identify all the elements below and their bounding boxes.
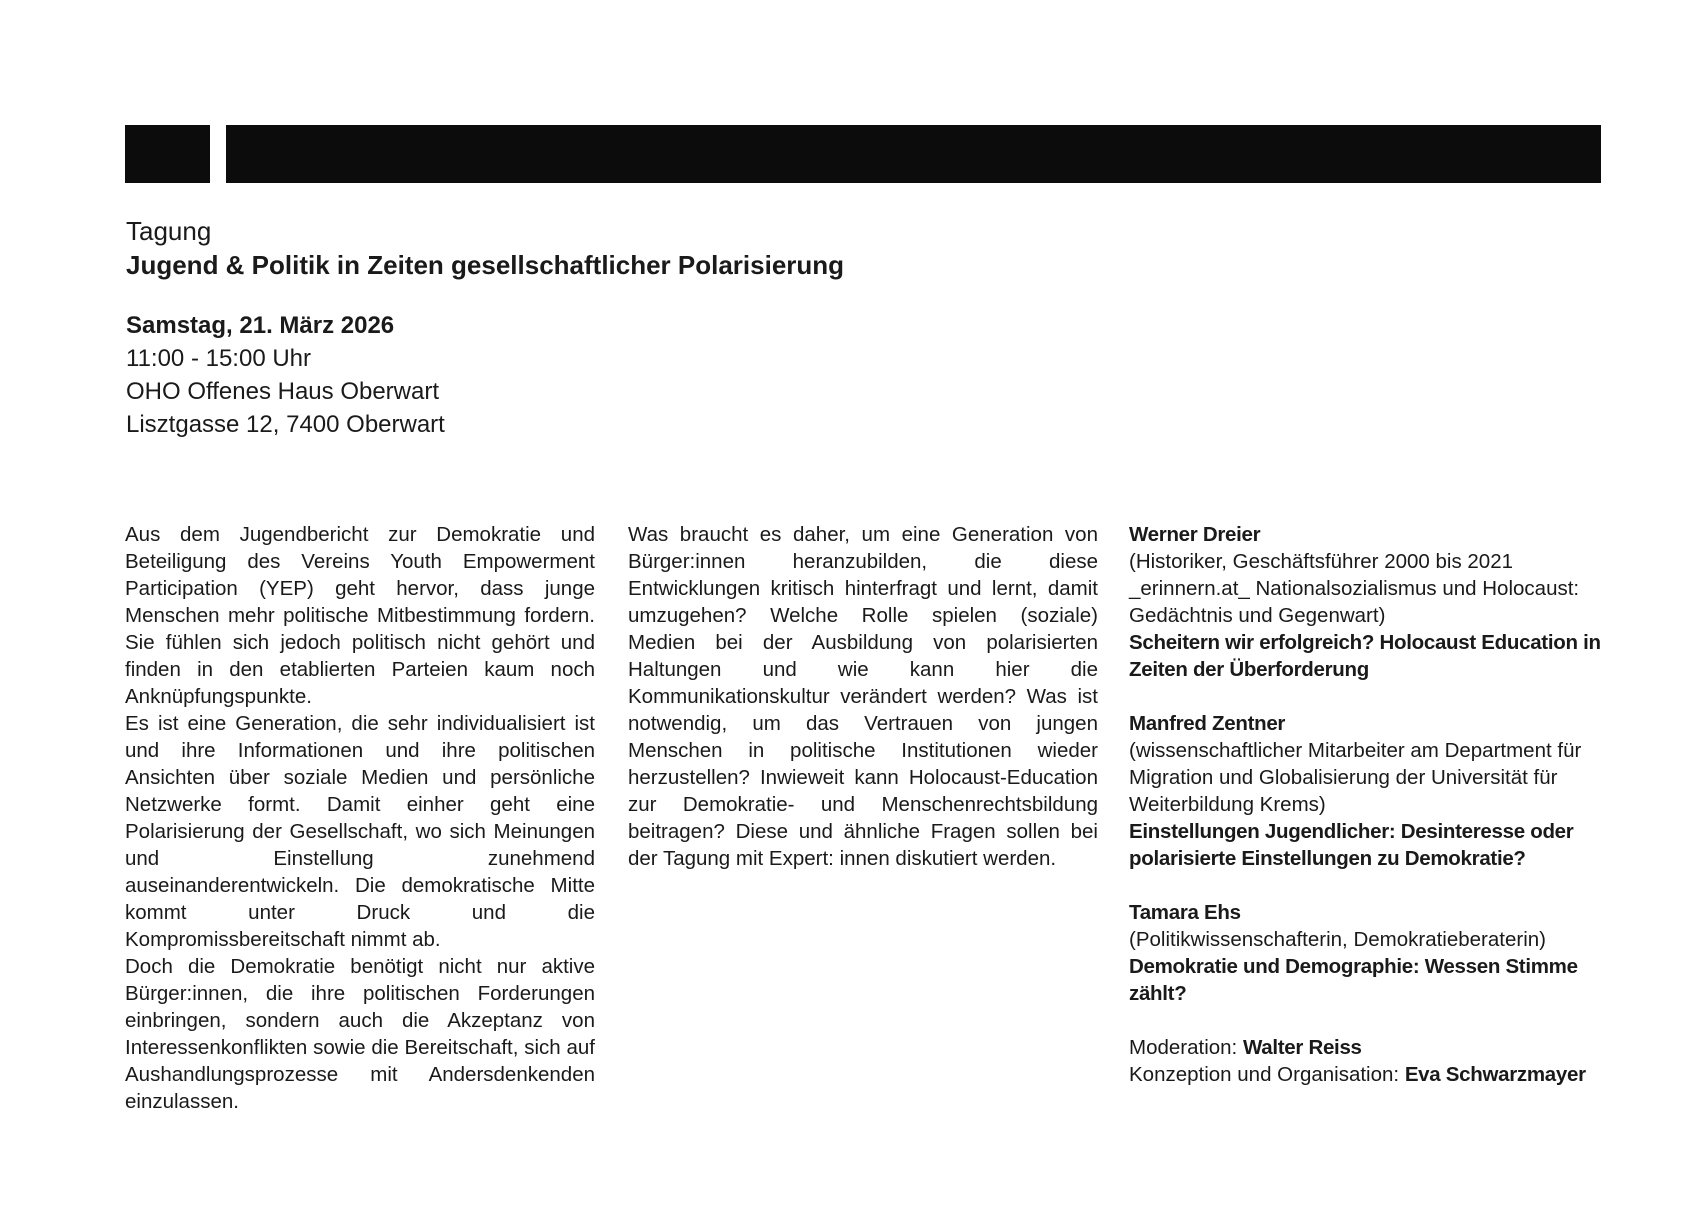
concept-name: Eva Schwarzmayer [1404,1063,1586,1086]
moderation-name: Walter Reiss [1242,1036,1362,1059]
speaker-name: Werner Dreier [1129,523,1261,546]
document-header [126,214,1326,282]
body-paragraph: Aus dem Jugendbericht zur Demokratie und Beteiligung des Vereins Youth Empowerment Participation (YEP) geht hervor, dass junge Menschen mehr politische Mitbestimmung fordern. Sie fühlen sich jedoch politisch nicht gehört und finden in den etablierten Parteien kaum noch Anknüpfungspunkte. [125,523,595,708]
body-paragraph: Doch die Demokratie benötigt nicht nur aktive Bürger:innen, die ihre politischen Forderungen einbringen, sondern auch die Akzeptanz von Interessenkonflikten sowie die Bereitschaft, sich auf Aushandlungsprozesse mit Andersdenkenden einzulassen. [125,955,595,1113]
credits [1129,1034,1609,1088]
event-title: Jugend & Politik in Zeiten gesellschaftlicher Polarisierung [126,250,845,280]
event-date: Samstag, 21. März 2026 [126,312,395,339]
body-paragraph: Es ist eine Generation, die sehr individualisiert ist und ihre Informationen und ihre politischen Ansichten über soziale Medien und persönliche Netzwerke formt. Damit einher geht eine Polarisierung der Gesellschaft, wo sich Meinungen und Einstellung zunehmend auseinanderentwickeln. Die demokratische Mitte kommt unter Druck und die Kompromissbereitschaft nimmt ab. [125,712,595,951]
event-kicker: Tagung [126,216,212,246]
speaker-entry [1129,710,1609,872]
event-time: 11:00 - 15:00 Uhr [126,345,312,372]
speaker-name: Tamara Ehs [1129,901,1241,924]
event-address: Lisztgasse 12, 7400 Oberwart [126,411,445,438]
event-venue: OHO Offenes Haus Oberwart [126,378,440,405]
speaker-entry [1129,899,1609,1007]
talk-title: Scheitern wir erfolgreich? Holocaust Education in Zeiten der Überforderung [1129,631,1601,681]
speaker-affiliation: (Politikwissenschafterin, Demokratieberaterin) [1129,928,1546,951]
body-column-2 [628,521,1098,872]
moderation-label: Moderation: [1129,1036,1238,1059]
event-details [126,309,826,441]
speaker-affiliation: (Historiker, Geschäftsführer 2000 bis 2021 _erinnern.at_ Nationalsozialismus und Holocaust: Gedächtnis und Gegenwart) [1129,550,1580,627]
moderation-line [1129,1034,1609,1061]
body-column-1 [125,521,595,1115]
speaker-entry [1129,521,1609,683]
talk-title: Einstellungen Jugendlicher: Desinteresse oder polarisierte Einstellungen zu Demokratie? [1129,820,1574,870]
program-column [1129,521,1609,1088]
concept-line [1129,1061,1609,1088]
concept-label: Konzeption und Organisation: [1129,1063,1400,1086]
speaker-affiliation: (wissenschaftlicher Mitarbeiter am Department für Migration und Globalisierung der Universität für Weiterbildung Krems) [1129,739,1582,816]
header-bar-small [125,125,210,183]
header-bar-large [226,125,1601,183]
talk-title: Demokratie und Demographie: Wessen Stimme zählt? [1129,955,1578,1005]
speaker-name: Manfred Zentner [1129,712,1286,735]
body-paragraph: Was braucht es daher, um eine Generation von Bürger:innen heranzubilden, die diese Entwicklungen kritisch hinterfragt und lernt, damit umzugehen? Welche Rolle spielen (soziale) Medien bei der Ausbildung von polarisierten Haltungen und wie kann hier die Kommunikationskultur verändert werden? Was ist notwendig, um das Vertrauen von jungen Menschen in politische Institutionen wieder herzustellen? Inwieweit kann Holocaust-Education zur Demokratie- und Menschenrechtsbildung beitragen? Diese und ähnliche Fragen sollen bei der Tagung mit Expert: innen diskutiert werden. [628,523,1098,870]
